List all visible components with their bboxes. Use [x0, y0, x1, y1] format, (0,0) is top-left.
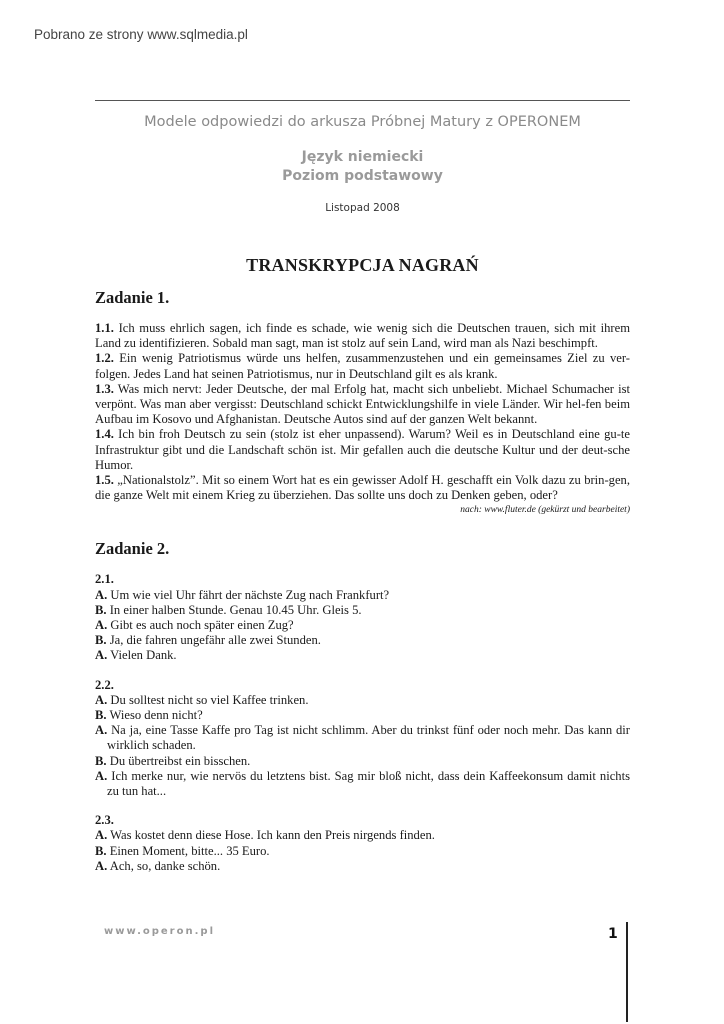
- task2-section: [95, 538, 630, 874]
- speaker-label: A.: [95, 723, 108, 738]
- speaker-label: A.: [95, 858, 108, 873]
- item-number: 1.1.: [95, 321, 114, 335]
- dialogue-text: Du übertreibst ein bisschen.: [109, 753, 251, 768]
- dialogue-text: In einer halben Stunde. Genau 10.45 Uhr. Gleis 5.: [109, 602, 362, 617]
- footer-divider: [626, 922, 628, 1022]
- speaker-label: A.: [95, 618, 108, 633]
- subtask-number: 2.3.: [95, 813, 114, 828]
- page-title: TRANSKRYPCJA NAGRAŃ: [246, 255, 479, 275]
- item-text: Ich bin froh Deutsch zu sein (stolz ist eher unpassend). Warum? Weil es in Deutschland eine gu-te Infrastruktur gibt und die Landschaft schön ist. Mir gefallen auch die deutsche Kultur und der deut-sche Humor.: [95, 427, 630, 472]
- item-text: Was mich nervt: Jeder Deutsche, der mal Erfolg hat, macht sich unbeliebt. Michael Schumacher ist verpönt. Was man aber vergisst: Deutschland schickt Entwicklungshilfe in viele Länder. Wir hel-fen beim Aufbau im Kosovo und Afghanistan. Deutsche Autos sind auf der ganzen Welt bekannt.: [95, 381, 630, 427]
- item-text: Ein wenig Patriotismus würde uns helfen, zusammenzustehen und ein gemeinsames Ziel zu ver-folgen. Jedes Land hat seinen Patriotismus, nur in Deutschland gilt es als krank.: [95, 351, 630, 381]
- dialogue-text: Ich merke nur, wie nervös du letztens bist. Sag mir bloß nicht, dass dein Kaffeekonsum damit nichts zu tun hat...: [107, 768, 630, 799]
- dialogue-text: Ach, so, danke schön.: [109, 858, 221, 873]
- dialogue-line: [95, 844, 630, 859]
- item-text: „Nationalstolz”. Mit so einem Wort hat es ein gewisser Adolf H. geschafft ein Volk dazu zu brin-gen, die ganze Welt mit einem Krieg zu überziehen. Das sollte uns doch zu Denken geben, oder?: [95, 473, 631, 503]
- speaker-label: B.: [95, 633, 107, 648]
- header-level: Poziom podstawowy: [282, 168, 443, 184]
- header-date: Listopad 2008: [325, 202, 400, 214]
- dialogue-text: Gibt es auch noch später einen Zug?: [110, 618, 294, 633]
- speaker-label: A.: [95, 768, 108, 783]
- source-link: Pobrano ze strony www.sqlmedia.pl: [34, 27, 248, 42]
- dialogue-line: [95, 769, 630, 799]
- dialogue-text: Na ja, eine Tasse Kaffe pro Tag ist nicht schlimm. Aber du trinkst fünf oder noch mehr. Das kann dir wirklich schaden.: [107, 723, 630, 753]
- task1-item: [95, 427, 630, 473]
- speaker-label: B.: [95, 843, 107, 858]
- dialogue-line: [95, 708, 630, 723]
- item-number: 1.3.: [95, 381, 114, 396]
- task1-body: [95, 321, 630, 516]
- speaker-label: B.: [95, 602, 107, 617]
- footer-url: www.operon.pl: [104, 926, 215, 937]
- dialogue-line: [95, 633, 630, 648]
- dialogue-line: [95, 618, 630, 633]
- dialogue-text: Einen Moment, bitte... 35 Euro.: [109, 843, 270, 858]
- item-number: 1.2.: [95, 351, 114, 366]
- top-divider: [95, 100, 630, 101]
- dialogue-text: Was kostet denn diese Hose. Ich kann den Preis nirgends finden.: [110, 828, 435, 843]
- dialogue-line: [95, 828, 630, 843]
- task1-item: [95, 382, 630, 428]
- dialogue-text: Um wie viel Uhr fährt der nächste Zug nach Frankfurt?: [110, 587, 390, 602]
- speaker-label: A.: [95, 587, 108, 602]
- dialogue-line: [95, 603, 630, 618]
- dialogue-line: [95, 693, 630, 708]
- task1-item: [95, 473, 630, 503]
- dialogue-line: [95, 648, 630, 663]
- dialogue-line: [95, 723, 630, 753]
- item-text: Ich muss ehrlich sagen, ich finde es schade, wie wenig sich die Deutschen trauen, sich mit ihrem Land zu identifizieren. Sobald man sagt, man ist stolz auf sein Land, wird man als Nazi beschimpft.: [95, 321, 630, 351]
- item-number: 1.5.: [95, 473, 114, 488]
- speaker-label: A.: [95, 648, 108, 663]
- citation: nach: www.fluter.de (gekürzt und bearbeitet): [460, 505, 630, 516]
- dialogue-text: Ja, die fahren ungefähr alle zwei Stunden.: [109, 633, 321, 648]
- speaker-label: B.: [95, 708, 107, 723]
- subtask-2-3: [95, 813, 630, 874]
- subtask-number: 2.1.: [95, 572, 114, 587]
- item-number: 1.4.: [95, 427, 114, 442]
- subtask-number: 2.2.: [95, 677, 114, 692]
- document-header: [95, 114, 630, 214]
- header-language: Język niemiecki: [301, 149, 424, 165]
- dialogue-line: [95, 754, 630, 769]
- speaker-label: A.: [95, 692, 108, 707]
- task1-item: [95, 351, 630, 381]
- subtask-2-2: [95, 678, 630, 800]
- task2-heading: Zadanie 2.: [95, 539, 170, 559]
- task1-item: [95, 321, 630, 351]
- speaker-label: B.: [95, 753, 107, 768]
- header-subtitle: Modele odpowiedzi do arkusza Próbnej Matury z OPERONEM: [144, 114, 581, 130]
- subtask-2-1: [95, 572, 630, 663]
- speaker-label: A.: [95, 828, 108, 843]
- dialogue-line: [95, 588, 630, 603]
- page-number: 1: [608, 926, 618, 942]
- dialogue-text: Wieso denn nicht?: [109, 708, 203, 723]
- main-content: [95, 287, 630, 874]
- task1-heading: Zadanie 1.: [95, 288, 170, 307]
- dialogue-text: Vielen Dank.: [110, 648, 177, 663]
- dialogue-line: [95, 859, 630, 874]
- dialogue-text: Du solltest nicht so viel Kaffee trinken.: [110, 692, 309, 707]
